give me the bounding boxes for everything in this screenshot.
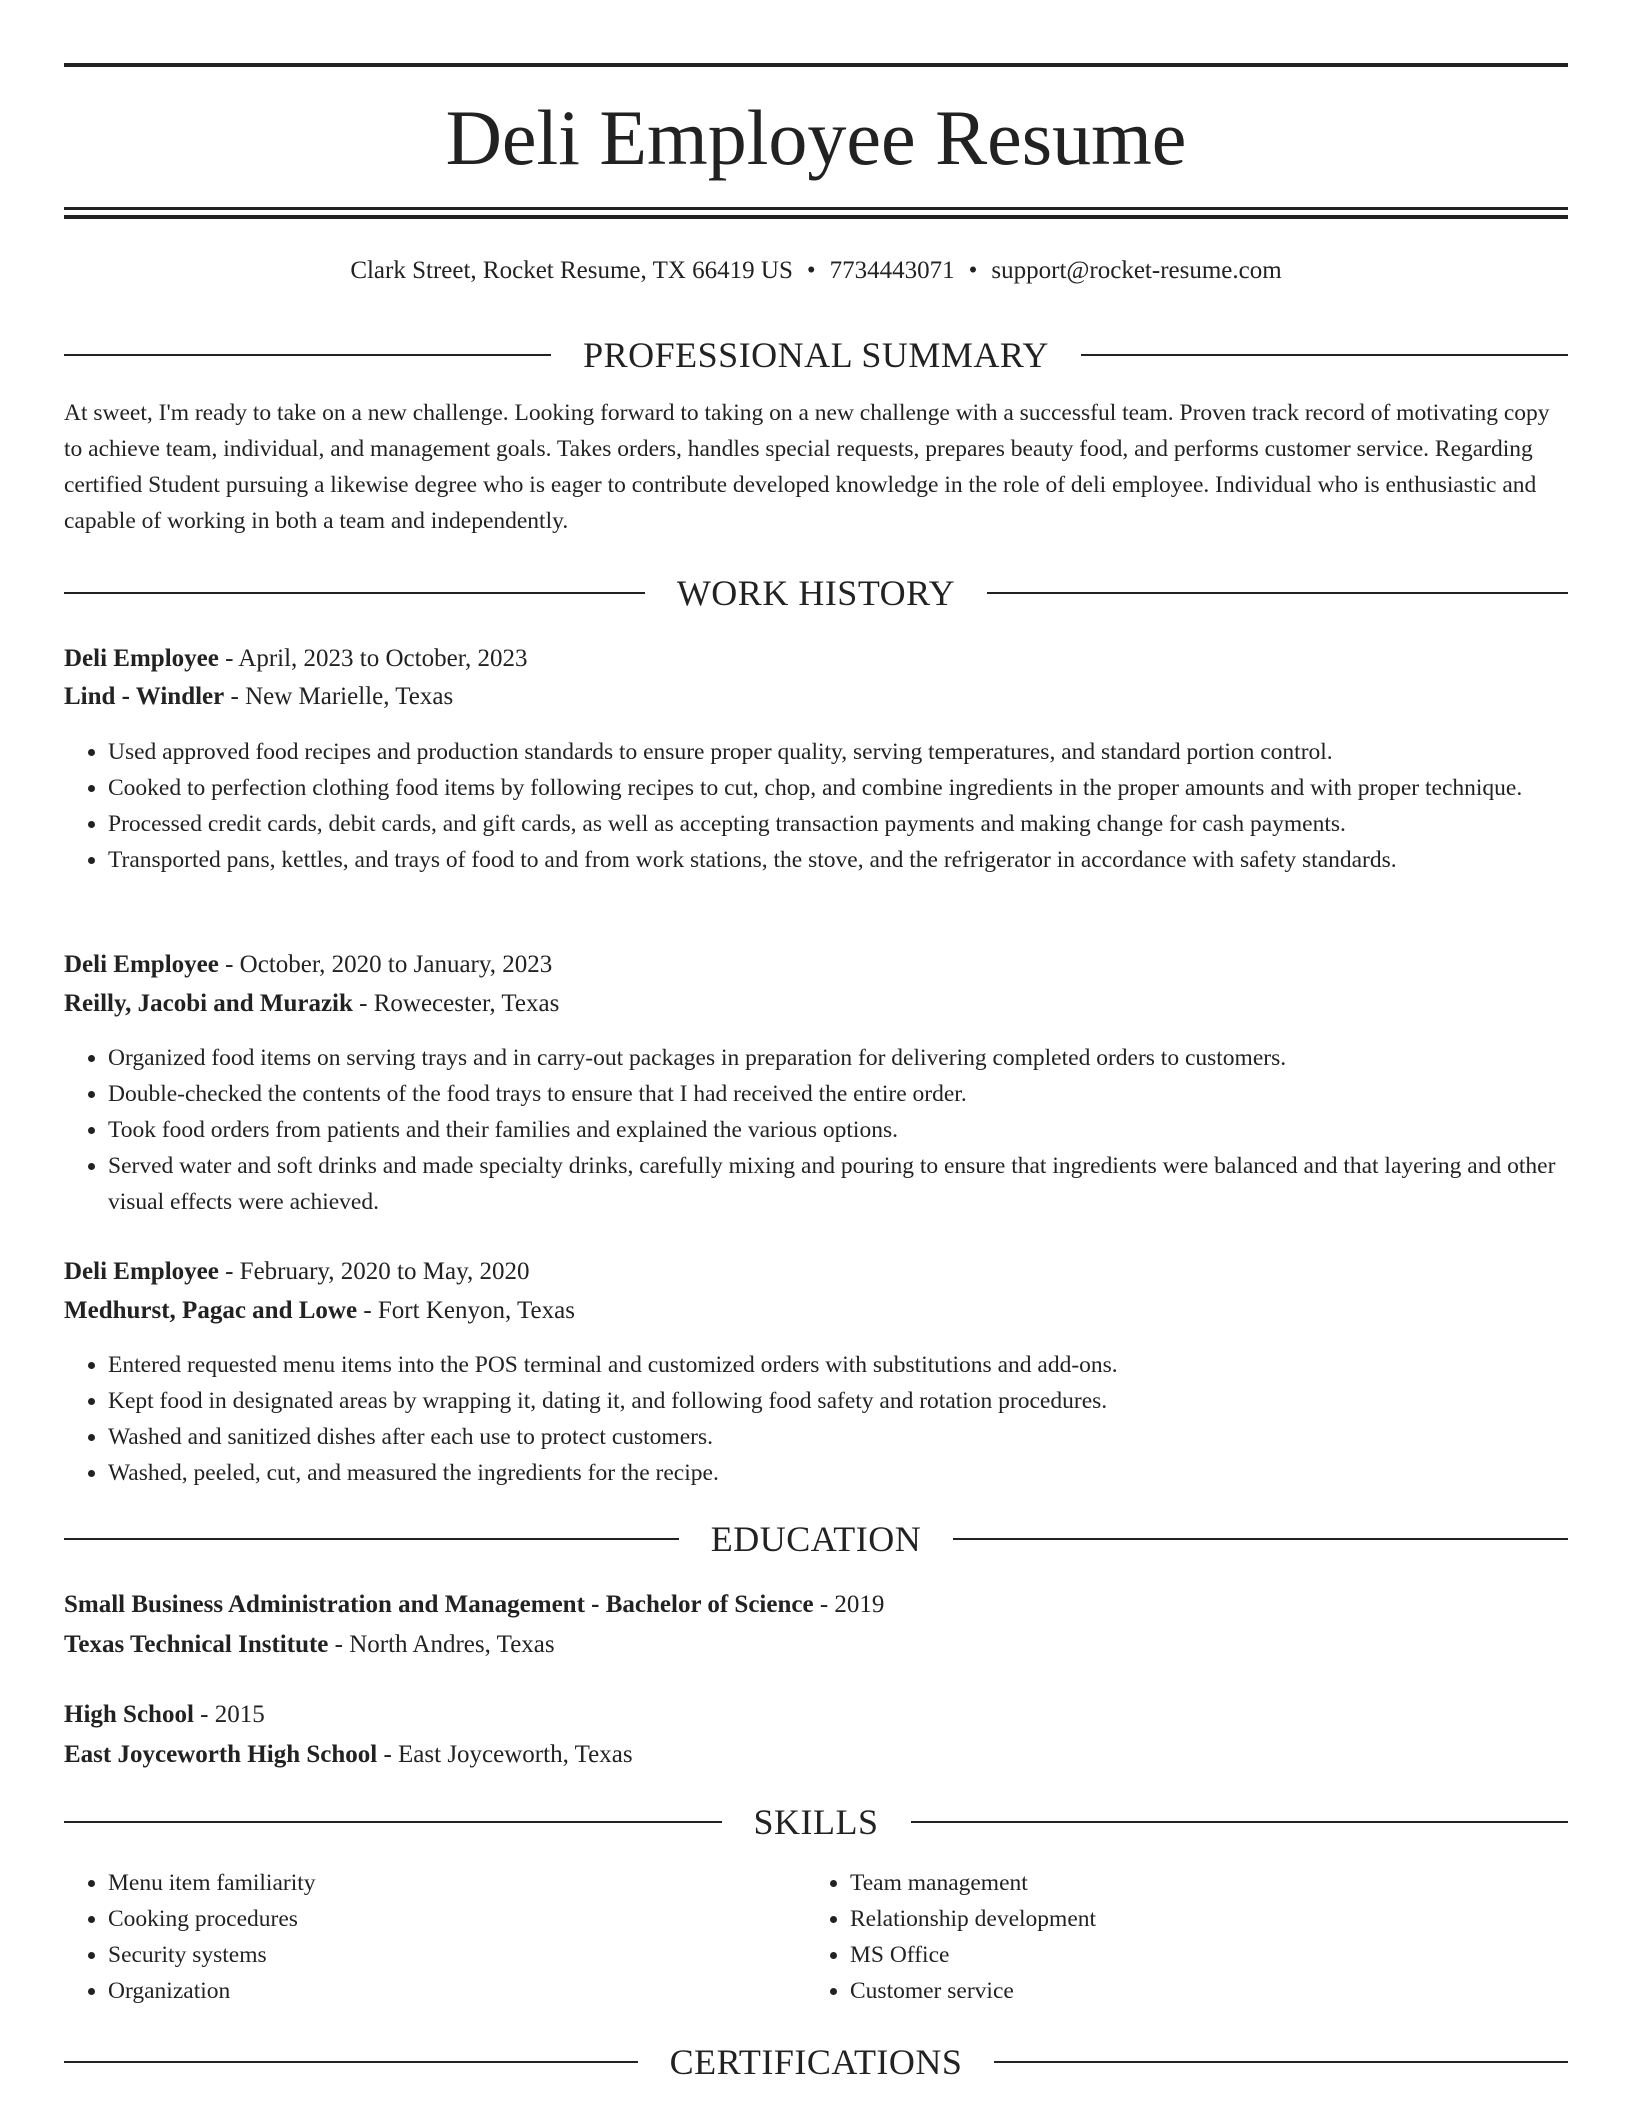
heading-rule-left <box>64 1538 679 1540</box>
contact-separator: • <box>806 257 816 284</box>
education-school: East Joyceworth High School <box>64 1741 378 1768</box>
list-item: • Transported pans, kettles, and trays of food to and from work stations, the stove, and the refrigerator in accordance with safety standards. <box>108 842 1612 878</box>
job-company: Lind - Windler <box>64 683 225 710</box>
skills-list-left <box>64 1865 808 2009</box>
education-school-line <box>64 1627 1568 1663</box>
skill-item: • Team management <box>850 1865 1550 1901</box>
list-item: • Used approved food recipes and production standards to ensure proper quality, serving temperatures, and standard portion control. <box>108 734 1612 770</box>
education-school: Texas Technical Institute <box>64 1631 329 1658</box>
summary-text: At sweet, I'm ready to take on a new challenge. Looking forward to taking on a new challenge with a successful team. Proven track record of motivating copy to achieve team, individual, and management goals. Takes orders, handles special requests, prepares beauty food, and performs customer service. Regarding certified Student pursuing a likewise degree who is eager to contribute developed knowledge in the role of deli employee. Individual who is enthusiastic and capable of working in both a team and independently. <box>64 400 1550 534</box>
job-title-line <box>64 1254 1568 1290</box>
skill-item: • Menu item familiarity <box>108 1865 808 1901</box>
job-title-line <box>64 947 1568 983</box>
job-company: Medhurst, Pagac and Lowe <box>64 1297 358 1324</box>
heading-rule-left <box>64 1821 722 1823</box>
section-title: CERTIFICATIONS <box>669 2042 963 2082</box>
education-location: - East Joyceworth, Texas <box>377 1741 633 1768</box>
skill-item: • Security systems <box>108 1937 808 1973</box>
education-degree: Small Business Administration and Management - Bachelor of Science <box>64 1591 814 1618</box>
job-bullets <box>64 1040 1612 1220</box>
list-item: • Served water and soft drinks and made specialty drinks, carefully mixing and pouring to ensure that ingredients were balanced and that layering and other visual effects were achieved. <box>108 1148 1612 1220</box>
list-item: • Kept food in designated areas by wrapping it, dating it, and following food safety and rotation procedures. <box>108 1383 1612 1419</box>
list-item: • Organized food items on serving trays and in carry-out packages in preparation for delivering completed orders to customers. <box>108 1040 1612 1076</box>
job-location: - Fort Kenyon, Texas <box>357 1297 575 1324</box>
section-title: PROFESSIONAL SUMMARY <box>583 335 1049 375</box>
heading-rule-right <box>987 592 1568 594</box>
list-item: • Washed and sanitized dishes after each use to protect customers. <box>108 1419 1612 1455</box>
job-bullets <box>64 734 1612 878</box>
skill-item: • Cooking procedures <box>108 1901 808 1937</box>
job-bullets <box>64 1347 1612 1491</box>
job-company-line <box>64 1293 1568 1329</box>
section-heading-education <box>64 1517 1568 1561</box>
skill-item: • MS Office <box>850 1937 1550 1973</box>
title-rule-upper <box>64 207 1568 210</box>
job-location: - New Marielle, Texas <box>224 683 454 710</box>
heading-rule-right <box>953 1538 1568 1540</box>
list-item: • Cooked to perfection clothing food items by following recipes to cut, chop, and combine ingredients in the proper amounts and with proper technique. <box>108 770 1612 806</box>
job-company-line <box>64 986 1568 1022</box>
list-item: • Double-checked the contents of the food trays to ensure that I had received the entire order. <box>108 1076 1612 1112</box>
section-heading-certifications <box>64 2040 1568 2084</box>
section-title: WORK HISTORY <box>676 573 956 613</box>
list-item: • Processed credit cards, debit cards, and gift cards, as well as accepting transaction payments and making change for cash payments. <box>108 806 1612 842</box>
contact-phone: 7734443071 <box>829 257 955 284</box>
heading-rule-left <box>64 2061 638 2063</box>
skill-item: • Organization <box>108 1973 808 2009</box>
section-title: EDUCATION <box>710 1519 922 1559</box>
education-year: - 2019 <box>813 1591 885 1618</box>
heading-rule-right <box>1081 354 1568 356</box>
top-rule <box>64 63 1568 67</box>
section-heading-work <box>64 571 1568 615</box>
section-title: SKILLS <box>753 1802 879 1842</box>
job-company: Reilly, Jacobi and Murazik <box>64 990 353 1017</box>
list-item: • Washed, peeled, cut, and measured the ingredients for the recipe. <box>108 1455 1612 1491</box>
contact-line <box>64 254 1568 288</box>
resume-title: Deli Employee Resume <box>445 94 1187 181</box>
education-degree-line <box>64 1587 1568 1623</box>
job-title: Deli Employee <box>64 645 219 672</box>
education-school-line <box>64 1737 1568 1773</box>
heading-rule-left <box>64 354 551 356</box>
skill-item: • Customer service <box>850 1973 1550 2009</box>
contact-email: support@rocket-resume.com <box>991 257 1282 284</box>
education-location: - North Andres, Texas <box>328 1631 555 1658</box>
contact-separator: • <box>968 257 978 284</box>
job-dates: - April, 2023 to October, 2023 <box>218 645 528 672</box>
section-heading-skills <box>64 1800 1568 1844</box>
skills-list-right <box>806 1865 1550 2009</box>
heading-rule-right <box>911 1821 1569 1823</box>
job-title-line <box>64 641 1568 677</box>
section-heading-summary <box>64 333 1568 377</box>
title-rule-lower <box>64 215 1568 219</box>
job-dates: - October, 2020 to January, 2023 <box>218 951 553 978</box>
job-title: Deli Employee <box>64 951 219 978</box>
job-location: - Rowecester, Texas <box>352 990 560 1017</box>
heading-rule-left <box>64 592 645 594</box>
job-dates: - February, 2020 to May, 2020 <box>218 1258 530 1285</box>
skill-item: • Relationship development <box>850 1901 1550 1937</box>
education-degree-line <box>64 1697 1568 1733</box>
education-degree: High School <box>64 1701 194 1728</box>
list-item: • Took food orders from patients and their families and explained the various options. <box>108 1112 1612 1148</box>
contact-address: Clark Street, Rocket Resume, TX 66419 US <box>350 257 793 284</box>
job-company-line <box>64 679 1568 715</box>
job-title: Deli Employee <box>64 1258 219 1285</box>
list-item: • Entered requested menu items into the POS terminal and customized orders with substitutions and add-ons. <box>108 1347 1612 1383</box>
education-year: - 2015 <box>193 1701 265 1728</box>
heading-rule-right <box>994 2061 1568 2063</box>
